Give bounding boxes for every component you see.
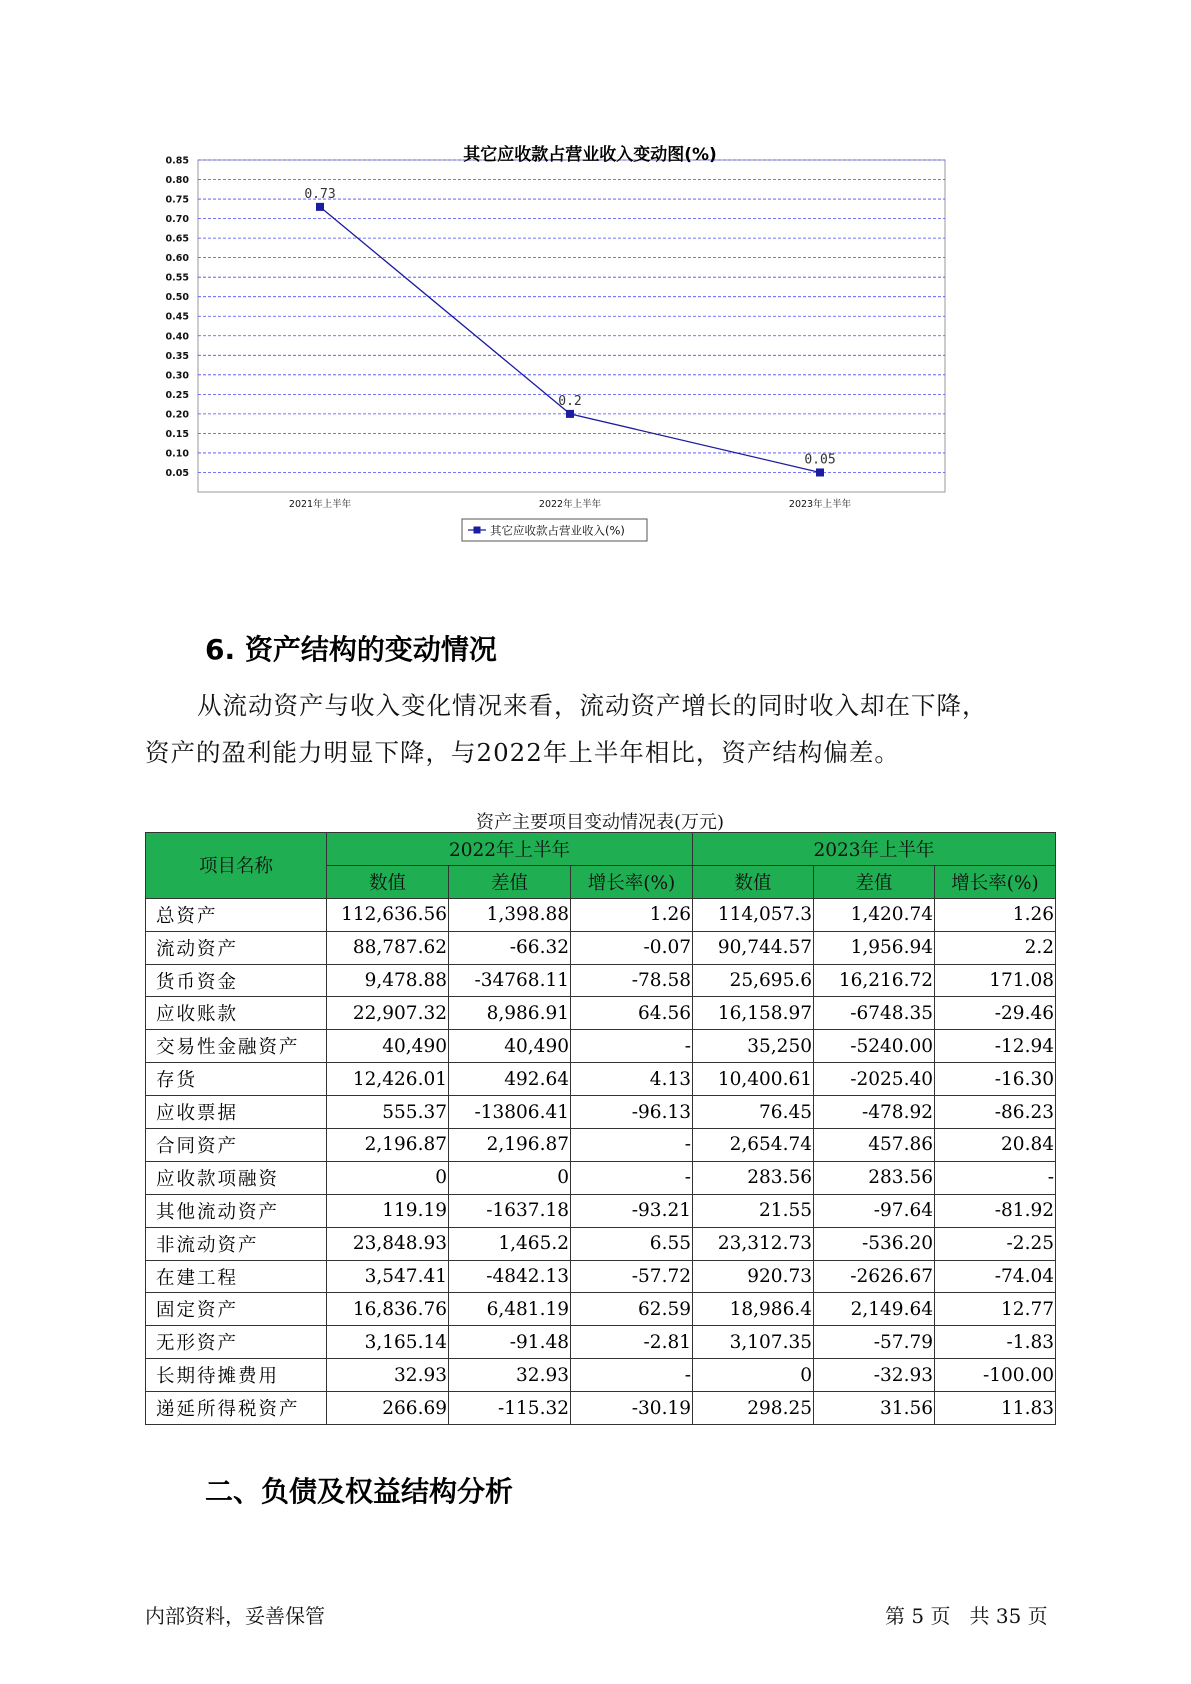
cell-diff-2023: 2,149.64 xyxy=(814,1293,935,1326)
cell-value-2023: 90,744.57 xyxy=(693,931,814,964)
cell-diff-2023: 457.86 xyxy=(814,1129,935,1162)
plot-area xyxy=(198,160,945,492)
cell-diff-2023: 1,420.74 xyxy=(814,898,935,931)
cell-value-2022: 3,547.41 xyxy=(327,1260,449,1293)
cell-growth-2023: 171.08 xyxy=(935,964,1056,997)
cell-value-2022: 0 xyxy=(327,1161,449,1194)
cell-growth-2023: -12.94 xyxy=(935,1030,1056,1063)
table-row xyxy=(146,1030,1056,1063)
header-period-2022: 2022年上半年 xyxy=(327,833,693,866)
cell-growth-2022: -0.07 xyxy=(571,931,693,964)
x-tick-label: 2023年上半年 xyxy=(788,499,852,510)
table-caption: 资产主要项目变动情况表(万元) xyxy=(475,812,725,833)
y-tick-label: 0.60 xyxy=(165,253,189,265)
cell-growth-2022: 1.26 xyxy=(571,898,693,931)
cell-diff-2023: -2025.40 xyxy=(814,1063,935,1096)
cell-value-2022: 88,787.62 xyxy=(327,931,449,964)
y-tick-label: 0.05 xyxy=(165,467,189,479)
legend-marker xyxy=(474,527,481,534)
cell-value-2023: 2,654.74 xyxy=(693,1129,814,1162)
cell-diff-2022: 6,481.19 xyxy=(449,1293,571,1326)
paragraph-line-1: 从流动资产与收入变化情况来看，流动资产增长的同时收入却在下降， xyxy=(197,691,988,720)
cell-growth-2022: 62.59 xyxy=(571,1293,693,1326)
table-row xyxy=(146,1392,1056,1425)
cell-growth-2022: -93.21 xyxy=(571,1194,693,1227)
cell-value-2022: 12,426.01 xyxy=(327,1063,449,1096)
line-chart xyxy=(150,140,1030,600)
table-row xyxy=(146,1194,1056,1227)
row-item-name: 递延所得税资产 xyxy=(146,1392,327,1425)
cell-growth-2023: 20.84 xyxy=(935,1129,1056,1162)
row-item-name: 非流动资产 xyxy=(146,1227,327,1260)
cell-growth-2023: -29.46 xyxy=(935,997,1056,1030)
table-row xyxy=(146,964,1056,997)
cell-value-2023: 25,695.6 xyxy=(693,964,814,997)
cell-diff-2023: -32.93 xyxy=(814,1359,935,1392)
cell-value-2022: 112,636.56 xyxy=(327,898,449,931)
row-item-name: 固定资产 xyxy=(146,1293,327,1326)
table-row xyxy=(146,931,1056,964)
row-item-name: 应收款项融资 xyxy=(146,1161,327,1194)
row-item-name: 总资产 xyxy=(146,898,327,931)
cell-diff-2022: -4842.13 xyxy=(449,1260,571,1293)
cell-diff-2022: 1,465.2 xyxy=(449,1227,571,1260)
table-row xyxy=(146,1359,1056,1392)
cell-growth-2023: 2.2 xyxy=(935,931,1056,964)
cell-growth-2022: -96.13 xyxy=(571,1096,693,1129)
legend-label: 其它应收款占营业收入(%) xyxy=(490,523,625,538)
row-item-name: 在建工程 xyxy=(146,1260,327,1293)
cell-growth-2023: -100.00 xyxy=(935,1359,1056,1392)
cell-growth-2022: - xyxy=(571,1030,693,1063)
cell-diff-2023: 31.56 xyxy=(814,1392,935,1425)
cell-growth-2023: -74.04 xyxy=(935,1260,1056,1293)
y-tick-label: 0.25 xyxy=(165,389,189,401)
table-row xyxy=(146,997,1056,1030)
cell-value-2023: 3,107.35 xyxy=(693,1326,814,1359)
cell-diff-2022: 32.93 xyxy=(449,1359,571,1392)
header-growth-2022: 增长率(%) xyxy=(571,865,693,898)
cell-value-2022: 3,165.14 xyxy=(327,1326,449,1359)
cell-value-2022: 22,907.32 xyxy=(327,997,449,1030)
y-tick-label: 0.55 xyxy=(165,272,189,284)
cell-diff-2023: -478.92 xyxy=(814,1096,935,1129)
cell-growth-2022: 6.55 xyxy=(571,1227,693,1260)
table-row xyxy=(146,898,1056,931)
cell-value-2023: 18,986.4 xyxy=(693,1293,814,1326)
y-tick-label: 0.65 xyxy=(165,233,189,245)
cell-value-2022: 32.93 xyxy=(327,1359,449,1392)
y-tick-label: 0.80 xyxy=(165,175,189,187)
row-item-name: 应收账款 xyxy=(146,997,327,1030)
cell-value-2022: 16,836.76 xyxy=(327,1293,449,1326)
row-item-name: 合同资产 xyxy=(146,1129,327,1162)
cell-value-2022: 23,848.93 xyxy=(327,1227,449,1260)
table-row xyxy=(146,1227,1056,1260)
cell-value-2023: 76.45 xyxy=(693,1096,814,1129)
header-period-2023: 2023年上半年 xyxy=(693,833,1056,866)
table-header-row-1 xyxy=(146,833,1056,866)
section-6-paragraph xyxy=(145,682,1055,776)
paragraph-line-2: 资产的盈利能力明显下降，与2022年上半年相比，资产结构偏差。 xyxy=(145,738,900,767)
cell-diff-2022: 2,196.87 xyxy=(449,1129,571,1162)
cell-growth-2023: 12.77 xyxy=(935,1293,1056,1326)
cell-growth-2023: -81.92 xyxy=(935,1194,1056,1227)
row-item-name: 交易性金融资产 xyxy=(146,1030,327,1063)
y-tick-label: 0.40 xyxy=(165,331,189,343)
y-tick-label: 0.75 xyxy=(165,194,189,206)
cell-diff-2022: -115.32 xyxy=(449,1392,571,1425)
row-item-name: 货币资金 xyxy=(146,964,327,997)
data-label: 0.05 xyxy=(804,452,836,468)
row-item-name: 长期待摊费用 xyxy=(146,1359,327,1392)
y-tick-label: 0.15 xyxy=(165,428,189,440)
cell-diff-2023: -2626.67 xyxy=(814,1260,935,1293)
cell-growth-2022: -57.72 xyxy=(571,1260,693,1293)
cell-growth-2023: -2.25 xyxy=(935,1227,1056,1260)
data-point-marker xyxy=(316,203,324,211)
data-label: 0.2 xyxy=(558,393,582,409)
y-tick-label: 0.45 xyxy=(165,311,189,323)
cell-value-2023: 283.56 xyxy=(693,1161,814,1194)
table-row xyxy=(146,1293,1056,1326)
row-item-name: 无形资产 xyxy=(146,1326,327,1359)
cell-value-2023: 35,250 xyxy=(693,1030,814,1063)
header-value-2023: 数值 xyxy=(693,865,814,898)
y-tick-label: 0.10 xyxy=(165,448,189,460)
header-growth-2023: 增长率(%) xyxy=(935,865,1056,898)
cell-growth-2022: - xyxy=(571,1129,693,1162)
cell-value-2023: 23,312.73 xyxy=(693,1227,814,1260)
cell-growth-2023: 11.83 xyxy=(935,1392,1056,1425)
cell-diff-2023: -536.20 xyxy=(814,1227,935,1260)
cell-diff-2022: 40,490 xyxy=(449,1030,571,1063)
cell-diff-2022: -91.48 xyxy=(449,1326,571,1359)
cell-value-2022: 266.69 xyxy=(327,1392,449,1425)
data-point-marker xyxy=(816,468,824,476)
table-body xyxy=(146,898,1056,1424)
cell-diff-2023: -5240.00 xyxy=(814,1030,935,1063)
cell-diff-2023: 1,956.94 xyxy=(814,931,935,964)
header-diff-2022: 差值 xyxy=(449,865,571,898)
cell-diff-2022: 1,398.88 xyxy=(449,898,571,931)
data-label: 0.73 xyxy=(304,186,336,202)
cell-growth-2023: -86.23 xyxy=(935,1096,1056,1129)
footer-note: 内部资料，妥善保管 xyxy=(145,1604,325,1628)
cell-diff-2022: 0 xyxy=(449,1161,571,1194)
row-item-name: 存货 xyxy=(146,1063,327,1096)
table-row xyxy=(146,1129,1056,1162)
cell-diff-2023: -6748.35 xyxy=(814,997,935,1030)
cell-diff-2023: -97.64 xyxy=(814,1194,935,1227)
cell-diff-2022: 8,986.91 xyxy=(449,997,571,1030)
page-number: 第 5 页 共 35 页 xyxy=(885,1604,1048,1628)
row-item-name: 流动资产 xyxy=(146,931,327,964)
cell-diff-2022: -13806.41 xyxy=(449,1096,571,1129)
cell-diff-2023: 16,216.72 xyxy=(814,964,935,997)
asset-change-table xyxy=(145,832,1056,1425)
table-row xyxy=(146,1260,1056,1293)
chart-title: 其它应收款占营业收入变动图(%) xyxy=(463,145,717,165)
cell-value-2022: 2,196.87 xyxy=(327,1129,449,1162)
data-point-marker xyxy=(566,410,574,418)
cell-diff-2022: -66.32 xyxy=(449,931,571,964)
cell-value-2023: 114,057.3 xyxy=(693,898,814,931)
x-tick-label: 2021年上半年 xyxy=(288,499,352,510)
y-tick-label: 0.50 xyxy=(165,292,189,304)
cell-value-2022: 40,490 xyxy=(327,1030,449,1063)
cell-diff-2023: -57.79 xyxy=(814,1326,935,1359)
x-tick-label: 2022年上半年 xyxy=(538,499,602,510)
table-row xyxy=(146,1096,1056,1129)
cell-value-2023: 10,400.61 xyxy=(693,1063,814,1096)
cell-growth-2023: - xyxy=(935,1161,1056,1194)
cell-growth-2022: 64.56 xyxy=(571,997,693,1030)
cell-value-2022: 9,478.88 xyxy=(327,964,449,997)
header-diff-2023: 差值 xyxy=(814,865,935,898)
cell-growth-2022: -78.58 xyxy=(571,964,693,997)
y-tick-label: 0.70 xyxy=(165,214,189,226)
cell-growth-2022: - xyxy=(571,1161,693,1194)
cell-value-2023: 16,158.97 xyxy=(693,997,814,1030)
cell-growth-2022: -2.81 xyxy=(571,1326,693,1359)
row-item-name: 应收票据 xyxy=(146,1096,327,1129)
cell-value-2023: 0 xyxy=(693,1359,814,1392)
cell-value-2022: 119.19 xyxy=(327,1194,449,1227)
row-item-name: 其他流动资产 xyxy=(146,1194,327,1227)
cell-growth-2022: - xyxy=(571,1359,693,1392)
section-2-heading: 二、负债及权益结构分析 xyxy=(205,1475,514,1508)
cell-diff-2022: -1637.18 xyxy=(449,1194,571,1227)
cell-growth-2023: -1.83 xyxy=(935,1326,1056,1359)
cell-diff-2022: -34768.11 xyxy=(449,964,571,997)
table-row xyxy=(146,1326,1056,1359)
table-row xyxy=(146,1063,1056,1096)
y-tick-label: 0.30 xyxy=(165,370,189,382)
cell-growth-2023: 1.26 xyxy=(935,898,1056,931)
header-item-name: 项目名称 xyxy=(146,833,327,899)
cell-growth-2022: 4.13 xyxy=(571,1063,693,1096)
cell-growth-2022: -30.19 xyxy=(571,1392,693,1425)
header-value-2022: 数值 xyxy=(327,865,449,898)
y-tick-label: 0.20 xyxy=(165,409,189,421)
chart-svg xyxy=(150,140,1030,600)
y-tick-label: 0.35 xyxy=(165,350,189,362)
cell-value-2023: 21.55 xyxy=(693,1194,814,1227)
cell-diff-2023: 283.56 xyxy=(814,1161,935,1194)
cell-diff-2022: 492.64 xyxy=(449,1063,571,1096)
y-tick-label: 0.85 xyxy=(165,155,189,167)
cell-value-2023: 298.25 xyxy=(693,1392,814,1425)
section-6-heading: 6. 资产结构的变动情况 xyxy=(205,633,497,666)
cell-growth-2023: -16.30 xyxy=(935,1063,1056,1096)
cell-value-2022: 555.37 xyxy=(327,1096,449,1129)
table-row xyxy=(146,1161,1056,1194)
cell-value-2023: 920.73 xyxy=(693,1260,814,1293)
